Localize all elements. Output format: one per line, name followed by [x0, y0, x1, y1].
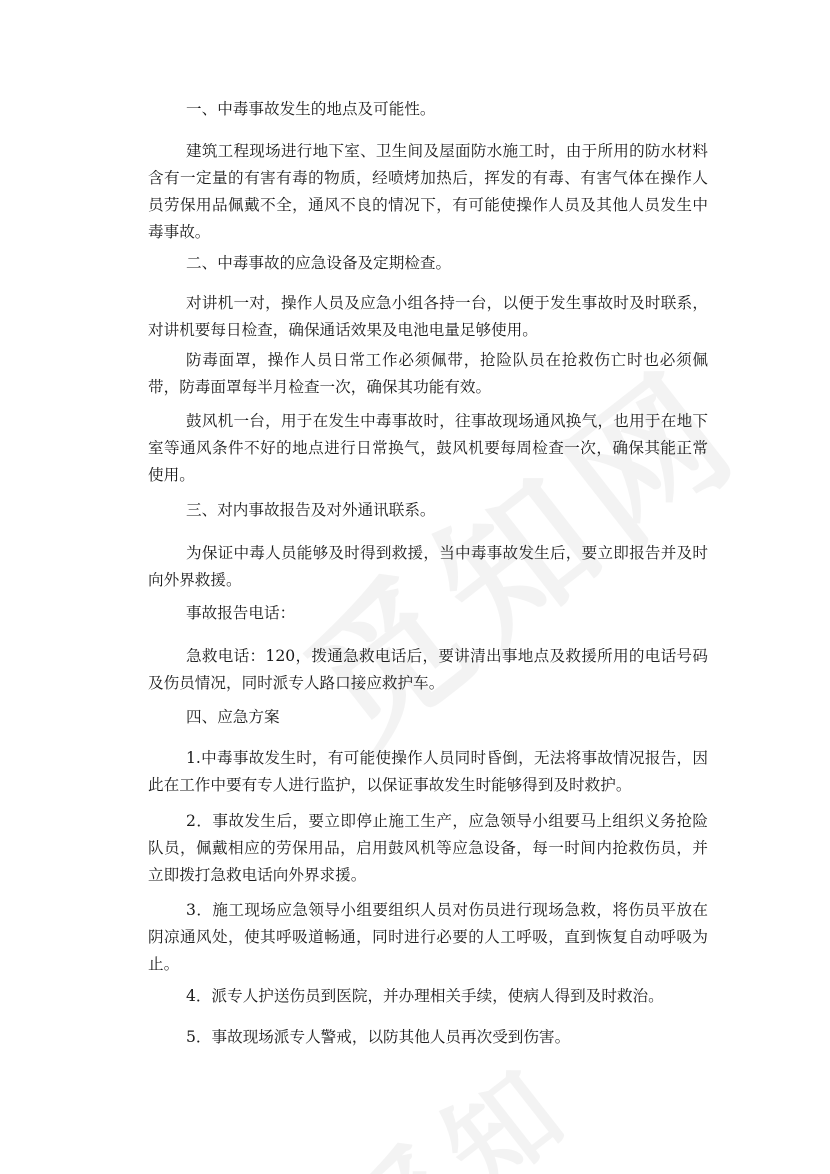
section-heading-4: 四、应急方案 [186, 708, 280, 726]
paragraph-report-phone: 事故报告电话： [186, 604, 296, 622]
list-item-5: 5．事故现场派专人警戒，以防其他人员再次受到伤害。 [186, 1028, 571, 1046]
section-heading-1: 一、中毒事故发生的地点及可能性。 [186, 100, 436, 118]
list-item-4: 4．派专人护送伤员到医院，并办理相关手续，使病人得到及时救治。 [186, 987, 664, 1005]
paragraph-gas-mask: 防毒面罩，操作人员日常工作必须佩带，抢险队员在抢救伤亡时也必须佩带，防毒面罩每半月检查一次，确保其功能有效。 [148, 351, 708, 396]
list-item-3: 3．施工现场应急领导小组要组织人员对伤员进行现场急救，将伤员平放在阴凉通风处，使其呼吸道畅通，同时进行必要的人工呼吸，直到恢复自动呼吸为止。 [148, 901, 708, 973]
section-heading-3: 三、对内事故报告及对外通讯联系。 [186, 501, 436, 519]
paragraph-location: 建筑工程现场进行地下室、卫生间及屋面防水施工时，由于所用的防水材料含有一定量的有害有毒的物质，经喷烤加热后，挥发的有毒、有害气体在操作人员劳保用品佩戴不全，通风不良的情况下，有可能使操作人员及其他人员发生中毒事故。 [148, 142, 708, 241]
section-heading-2: 二、中毒事故的应急设备及定期检查。 [186, 254, 452, 272]
list-item-2: 2．事故发生后，要立即停止施工生产，应急领导小组要马上组织义务抢险队员，佩戴相应的劳保用品，启用鼓风机等应急设备，每一时间内抢救伤员，并立即拨打急救电话向外界求援。 [148, 812, 708, 884]
paragraph-emergency-phone: 急救电话：120，拨通急救电话后，要讲清出事地点及救援所用的电话号码及伤员情况，同时派专人路口接应救护车。 [148, 647, 708, 692]
paragraph-report: 为保证中毒人员能够及时得到救援，当中毒事故发生后，要立即报告并及时向外界救援。 [148, 544, 708, 589]
list-item-1: 1.中毒事故发生时，有可能使操作人员同时昏倒，无法将事故情况报告，因此在工作中要有专人进行监护，以保证事故发生时能够得到及时救护。 [148, 749, 708, 794]
paragraph-walkie-talkie: 对讲机一对，操作人员及应急小组各持一台，以便于发生事故时及时联系，对讲机要每日检查，确保通话效果及电池电量足够使用。 [148, 294, 708, 339]
paragraph-blower: 鼓风机一台，用于在发生中毒事故时，往事故现场通风换气，也用于在地下室等通风条件不好的地点进行日常换气，鼓风机要每周检查一次，确保其能正常使用。 [148, 412, 708, 484]
